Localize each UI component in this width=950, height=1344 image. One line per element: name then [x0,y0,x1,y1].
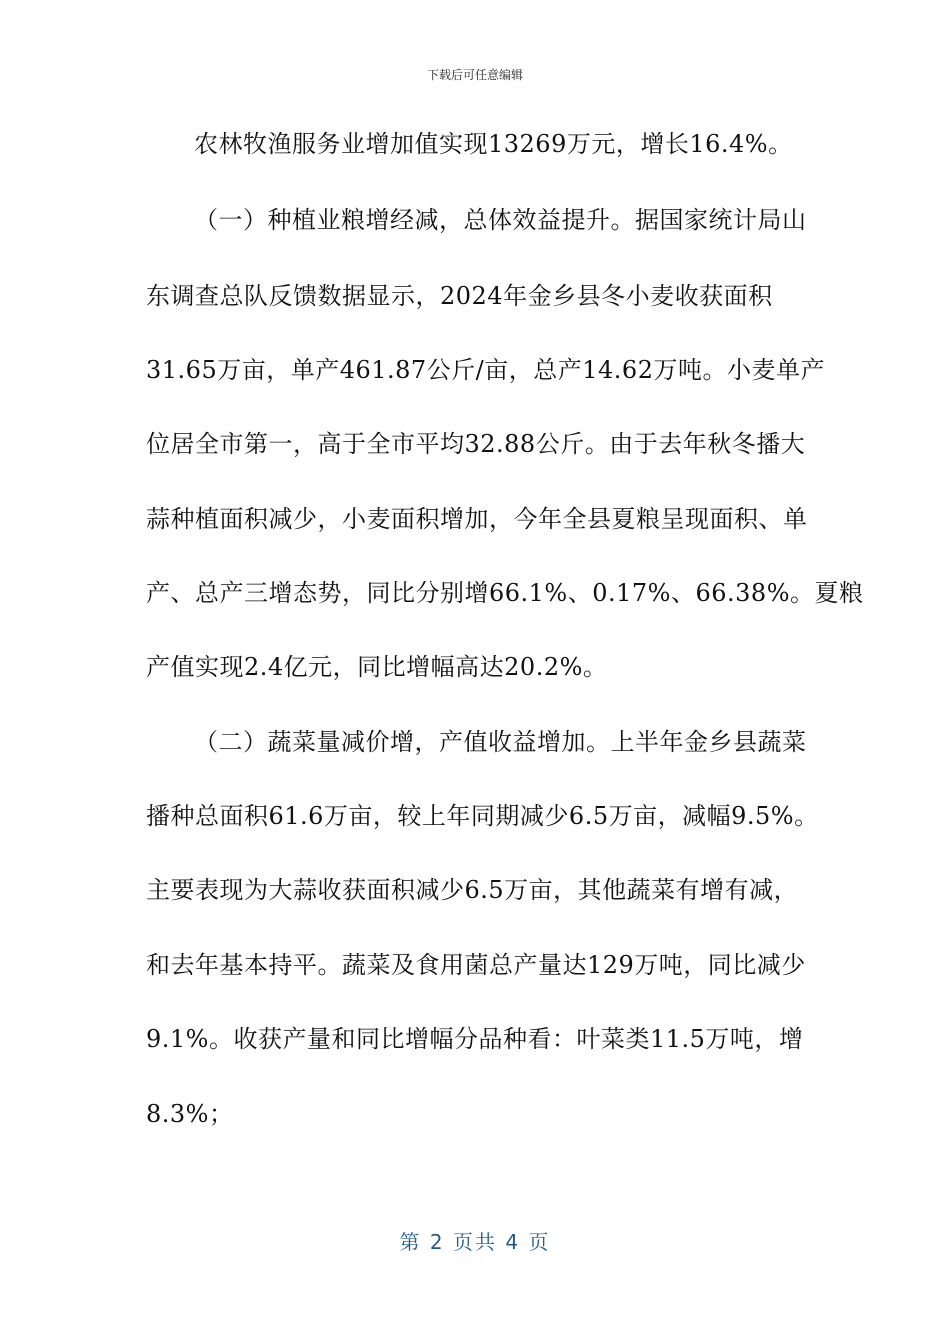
text-line-7: 产、总产三增态势，同比分别增66.1%、0.17%、66.38%。夏粮 [146,579,864,607]
text-line-13: 9.1%。收获产量和同比增幅分品种看：叶菜类11.5万吨，增 [146,1025,804,1053]
page-header-note: 下载后可任意编辑 [426,68,523,82]
text-line-2: （一）种植业粮增经减，总体效益提升。据国家统计局山 [194,206,807,234]
text-line-1: 农林牧渔服务业增加值实现13269万元，增长16.4%。 [194,130,793,158]
text-line-10: 播种总面积61.6万亩，较上年同期减少6.5万亩，减幅9.5%。 [146,802,819,830]
text-line-11: 主要表现为大蒜收获面积减少6.5万亩，其他蔬菜有增有减， [146,876,799,904]
text-line-5: 位居全市第一，高于全市平均32.88公斤。由于去年秋冬播大 [146,430,806,458]
text-line-8: 产值实现2.4亿元，同比增幅高达20.2%。 [146,653,608,681]
text-line-12: 和去年基本持平。蔬菜及食用菌总产量达129万吨，同比减少 [146,951,806,979]
text-line-14: 8.3%； [146,1100,234,1128]
page-number-footer: 第 2 页共 4 页 [399,1230,551,1254]
text-line-4: 31.65万亩，单产461.87公斤/亩，总产14.62万吨。小麦单产 [146,356,825,384]
text-line-6: 蒜种植面积减少，小麦面积增加，今年全县夏粮呈现面积、单 [146,505,808,533]
text-line-9: （二）蔬菜量减价增，产值收益增加。上半年金乡县蔬菜 [194,728,807,756]
text-line-3: 东调查总队反馈数据显示，2024年金乡县冬小麦收获面积 [146,282,773,310]
